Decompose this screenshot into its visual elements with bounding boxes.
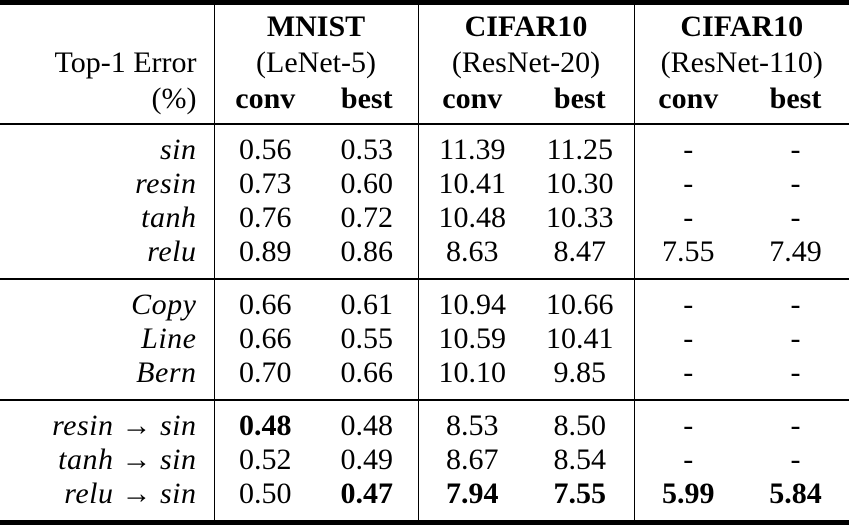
table-row [0,356,849,400]
value-cell: 0.60 [316,167,418,201]
value-cell: 9.85 [526,356,634,400]
value-cell: - [683,201,694,234]
row-label: relu → sin [0,477,214,523]
value-cell: 10.30 [526,167,634,201]
value-cell: 8.47 [526,235,634,279]
table-row [0,322,849,356]
value-cell: 0.89 [239,235,292,268]
value-cell: - [683,322,694,355]
header-row-titles [0,3,849,46]
value-cell: 8.67 [446,443,499,476]
subcolumn-resnet110-best: best [742,81,849,124]
table-row [0,167,849,201]
table-body [0,124,849,523]
table-row [0,477,849,523]
value-cell: 0.53 [316,124,418,167]
header-row-subcolumns [0,81,849,124]
table-row [0,279,849,322]
value-cell: - [790,201,801,234]
value-cell: 0.72 [316,201,418,235]
table-row [0,400,849,443]
value-cell: 8.54 [526,443,634,477]
value-cell: 0.48 [316,400,418,443]
value-cell: 10.10 [438,356,507,389]
value-cell: 8.50 [526,400,634,443]
column-group-title-cifar10-resnet20: CIFAR10 [418,3,634,46]
value-cell: 7.94 [446,477,499,510]
value-cell: 11.25 [526,124,634,167]
value-cell: 0.55 [316,322,418,356]
row-label: Bern [0,356,214,400]
header-row-subtitles [0,45,849,81]
column-group-subtitle-resnet110: (ResNet-110) [660,46,823,79]
subcolumn-resnet20-conv: conv [418,81,526,124]
value-cell: 0.50 [239,477,292,510]
table-header [0,3,849,125]
table-row [0,235,849,279]
value-cell: 5.99 [662,477,715,510]
column-group-subtitle-lenet5: (LeNet-5) [214,45,418,81]
value-cell: 10.41 [526,322,634,356]
value-cell: 0.66 [239,322,292,355]
value-cell: - [742,279,849,322]
value-cell: - [634,400,742,443]
value-cell: 8.63 [446,235,499,268]
value-cell: 10.41 [438,167,507,200]
corner-cell-empty [0,3,214,46]
column-group-title-mnist: MNIST [214,3,418,46]
value-cell: 0.48 [214,400,316,443]
value-cell: - [683,167,694,200]
column-group-title-cifar10-resnet110: CIFAR10 [680,10,804,43]
row-label: resin [0,167,214,201]
subcolumn-resnet20-best: best [526,81,634,124]
value-cell: 10.48 [438,201,507,234]
value-cell: - [634,124,742,167]
value-cell: 7.55 [526,477,634,523]
subcolumn-mnist-conv: conv [214,81,316,124]
subcolumn-mnist-best: best [316,81,418,124]
value-cell: 10.94 [418,279,526,322]
value-cell: 10.59 [438,322,507,355]
value-cell: 0.76 [239,201,292,234]
value-cell: - [683,443,694,476]
value-cell: 0.47 [316,477,418,523]
value-cell: 0.56 [214,124,316,167]
row-label: tanh → sin [0,443,214,477]
value-cell: 0.61 [316,279,418,322]
value-cell: 8.53 [418,400,526,443]
value-cell: 7.55 [662,235,715,268]
value-cell: 7.49 [769,235,822,268]
value-cell: 0.66 [214,279,316,322]
value-cell: 0.86 [316,235,418,279]
value-cell: - [634,279,742,322]
value-cell: 0.66 [316,356,418,400]
column-group-subtitle-resnet20: (ResNet-20) [418,45,634,81]
value-cell: 0.70 [239,356,292,389]
row-label: tanh [0,201,214,235]
value-cell: - [790,167,801,200]
row-label: resin → sin [0,400,214,443]
table-row [0,124,849,167]
value-cell: 10.66 [526,279,634,322]
table-row [0,201,849,235]
value-cell: - [742,124,849,167]
row-label: sin [0,124,214,167]
value-cell: 11.39 [418,124,526,167]
value-cell: - [790,356,801,389]
value-cell: 0.52 [239,443,292,476]
subcolumn-resnet110-conv: conv [634,81,742,124]
table-row [0,443,849,477]
value-cell: - [790,443,801,476]
row-label: relu [0,235,214,279]
value-cell: 0.49 [316,443,418,477]
row-label: Copy [0,279,214,322]
value-cell: - [790,322,801,355]
value-cell: 10.33 [526,201,634,235]
corner-label-line2: (%) [0,81,214,124]
value-cell: 0.73 [239,167,292,200]
value-cell: - [742,400,849,443]
value-cell: 5.84 [769,477,822,510]
row-label: Line [0,322,214,356]
corner-label-line1: Top-1 Error [0,45,214,81]
value-cell: - [683,356,694,389]
